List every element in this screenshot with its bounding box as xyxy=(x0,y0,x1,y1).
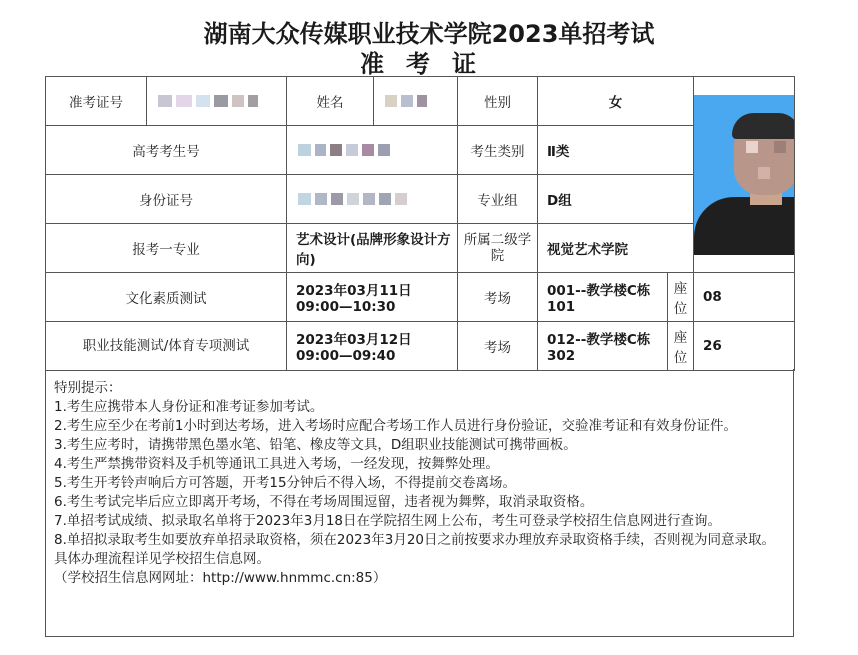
culture-test-label: 文化素质测试 xyxy=(46,273,287,322)
table-row xyxy=(46,126,795,175)
category-label: 考生类别 xyxy=(458,126,538,175)
gender-label: 性别 xyxy=(458,77,538,126)
note-item: 4.考生严禁携带资料及手机等通讯工具进入考场，一经发现，按舞弊处理。 xyxy=(54,456,499,472)
note-item: 3.考生应考时，请携带黑色墨水笔、铅笔、橡皮等文具，D组职业技能测试可携带画板。 xyxy=(54,437,577,453)
redaction-block xyxy=(758,167,770,179)
category-value: Ⅱ类 xyxy=(538,126,694,175)
culture-seat-label: 座位 xyxy=(668,273,694,322)
id-no-value-redacted xyxy=(287,175,458,224)
redaction-block xyxy=(362,144,374,156)
note-website: （学校招生信息网网址：http://www.hnmmc.cn:85） xyxy=(54,570,387,586)
table-row xyxy=(46,224,795,273)
redaction-block xyxy=(196,95,210,107)
redaction-block xyxy=(158,95,172,107)
redaction-block xyxy=(331,193,343,205)
redaction-block xyxy=(315,144,326,156)
note-item: 5.考生开考铃声响后方可答题，开考15分钟后不得入场，不得提前交卷离场。 xyxy=(54,475,517,491)
exam-no-value-redacted xyxy=(147,77,287,126)
table-row xyxy=(46,322,795,371)
table-row xyxy=(46,77,795,126)
skill-room-value: 012--教学楼C栋302 xyxy=(538,322,668,371)
college-value: 视觉艺术学院 xyxy=(538,224,694,273)
culture-test-time: 2023年03月11日09:00—10:30 xyxy=(287,273,458,322)
redaction-block xyxy=(417,95,427,107)
major-value: 艺术设计(品牌形象设计方向) xyxy=(287,224,458,273)
culture-room-label: 考场 xyxy=(458,273,538,322)
culture-room-value: 001--教学楼C栋101 xyxy=(538,273,668,322)
page-subtitle: 准考证 xyxy=(360,50,498,78)
redaction-block xyxy=(379,193,391,205)
skill-room-label: 考场 xyxy=(458,322,538,371)
table-row xyxy=(46,273,795,322)
redaction-block xyxy=(363,193,375,205)
redaction-block xyxy=(385,95,397,107)
redaction-block xyxy=(378,144,390,156)
major-group-label: 专业组 xyxy=(458,175,538,224)
redaction-block xyxy=(794,153,795,165)
major-group-value: D组 xyxy=(538,175,694,224)
skill-seat-label: 座位 xyxy=(668,322,694,371)
redaction-block xyxy=(346,144,358,156)
special-notes xyxy=(45,369,794,637)
skill-seat-value: 26 xyxy=(694,322,795,371)
culture-seat-value: 08 xyxy=(694,273,795,322)
photo-cell xyxy=(694,77,795,273)
note-item: 6.考生考试完毕后应立即离开考场，不得在考场周围逗留，违者视为舞弊，取消录取资格。 xyxy=(54,494,594,510)
note-item: 2.考生应至少在考前1小时到达考场，进入考场时应配合考场工作人员进行身份验证，交验准考证和有效身份证件。 xyxy=(54,418,737,434)
skill-test-time: 2023年03月12日09:00—09:40 xyxy=(287,322,458,371)
photo-hair xyxy=(732,113,795,139)
gaokao-no-value-redacted xyxy=(287,126,458,175)
redaction-block xyxy=(774,141,786,153)
notes-heading: 特别提示： xyxy=(54,380,122,396)
redaction-block xyxy=(232,95,244,107)
redaction-block xyxy=(746,141,758,153)
redaction-block xyxy=(298,144,311,156)
redaction-block xyxy=(401,95,413,107)
name-label: 姓名 xyxy=(287,77,374,126)
redaction-block xyxy=(248,95,258,107)
name-value-redacted xyxy=(374,77,458,126)
redaction-block xyxy=(395,193,407,205)
redaction-block xyxy=(330,144,342,156)
redaction-block xyxy=(347,193,359,205)
redaction-block xyxy=(298,193,311,205)
student-photo xyxy=(694,95,795,255)
major-label: 报考一专业 xyxy=(46,224,287,273)
skill-test-label: 职业技能测试/体育专项测试 xyxy=(46,322,287,371)
gender-value: 女 xyxy=(538,77,694,126)
table-row xyxy=(46,175,795,224)
admission-ticket-table xyxy=(45,76,795,371)
redaction-block xyxy=(214,95,228,107)
note-item: 1.考生应携带本人身份证和准考证参加考试。 xyxy=(54,399,324,415)
photo-shoulders xyxy=(694,197,795,255)
redaction-block xyxy=(315,193,327,205)
id-no-label: 身份证号 xyxy=(46,175,287,224)
exam-no-label: 准考证号 xyxy=(46,77,147,126)
page-title: 湖南大众传媒职业技术学院2023单招考试 xyxy=(203,20,655,48)
gaokao-no-label: 高考考生号 xyxy=(46,126,287,175)
note-item: 7.单招考试成绩、拟录取名单将于2023年3月18日在学院招生网上公布，考生可登录学校招生信息网进行查询。 xyxy=(54,513,722,529)
college-label: 所属二级学院 xyxy=(458,224,538,273)
redaction-block xyxy=(176,95,192,107)
note-item: 8.单招拟录取考生如要放弃单招录取资格，须在2023年3月20日之前按要求办理放弃录取资格手续，否则视为同意录取。具体办理流程详见学校招生信息网。 xyxy=(54,532,776,567)
